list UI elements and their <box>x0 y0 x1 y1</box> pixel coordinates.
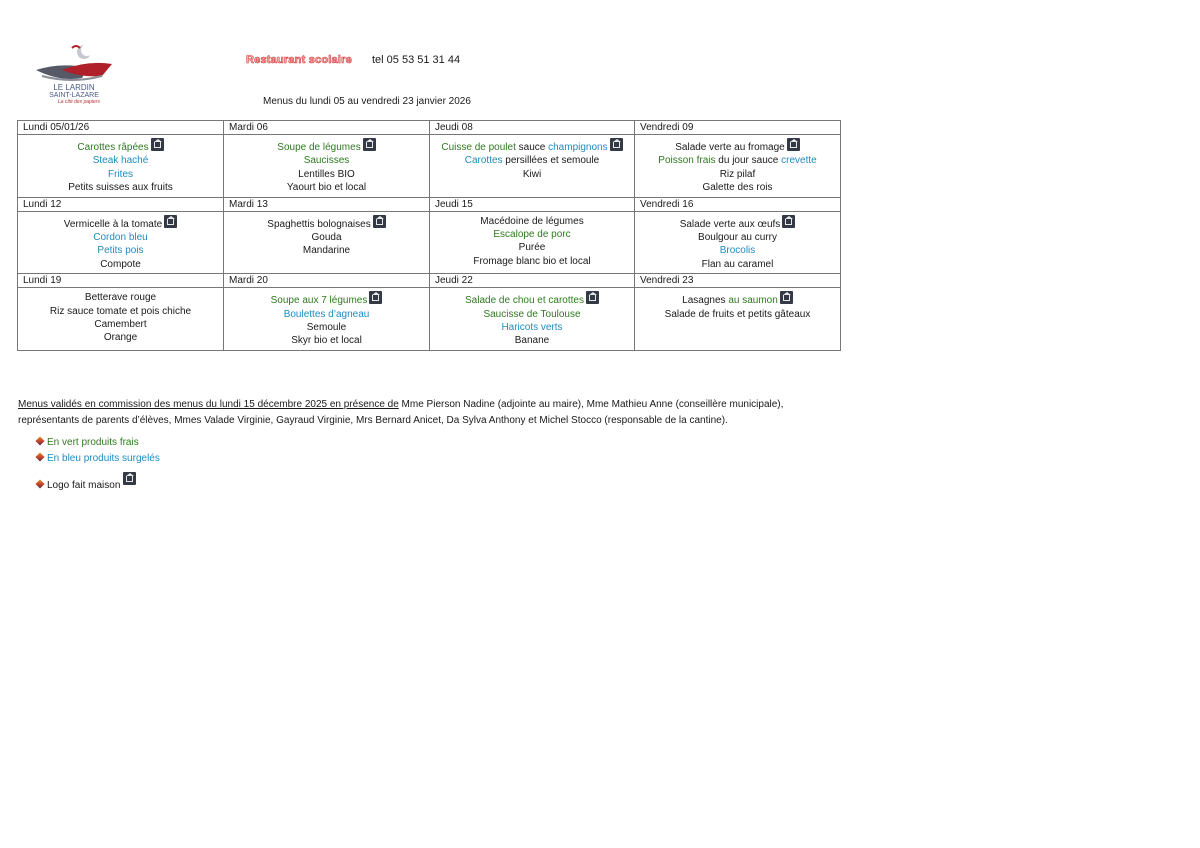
menu-item-text: Lasagnes <box>682 295 729 307</box>
menu-item-text: persillées et semoule <box>502 155 600 167</box>
menu-item <box>432 168 632 181</box>
menu-item-text: crevette <box>781 155 817 167</box>
day-label: Jeudi 22 <box>430 274 635 288</box>
menu-item <box>432 255 632 268</box>
menu-item-text: Mandarine <box>302 245 351 257</box>
week-header-row <box>18 197 841 211</box>
menu-item <box>226 154 427 167</box>
menu-item <box>226 215 427 231</box>
day-menu-cell <box>430 288 635 351</box>
day-menu-cell <box>18 288 224 351</box>
week-header-row <box>18 274 841 288</box>
day-menu-cell <box>635 288 841 351</box>
menu-item <box>20 168 221 181</box>
menu-item <box>637 291 838 307</box>
day-label: Jeudi 15 <box>430 197 635 211</box>
menu-item <box>432 215 632 228</box>
menu-item-text: sauce <box>515 142 549 153</box>
legend-fresh-label: En vert produits frais <box>47 437 139 448</box>
menu-item-text: Salade de chou et carottes <box>465 295 584 307</box>
menu-item-text: Skyr bio et local <box>291 335 362 347</box>
homemade-icon <box>164 215 177 228</box>
day-label: Lundi 19 <box>18 274 224 288</box>
day-menu-cell <box>224 288 430 351</box>
menu-item <box>20 154 221 167</box>
menu-item-text: Saucisse de Toulouse <box>483 308 581 320</box>
day-menu-cell <box>224 211 430 274</box>
menu-item <box>637 181 838 194</box>
menu-item <box>20 318 221 331</box>
menu-period: Menus du lundi 05 au vendredi 23 janvier 2026 <box>263 96 471 107</box>
menu-item-text: Fromage blanc bio et local <box>473 255 591 267</box>
day-label: Mardi 13 <box>224 197 430 211</box>
day-menu-cell <box>635 135 841 198</box>
menu-item-text: Carottes <box>464 155 503 167</box>
menu-item <box>637 258 838 271</box>
day-label: Mardi 20 <box>224 274 430 288</box>
menu-item <box>20 231 221 244</box>
menu-item <box>637 138 838 154</box>
bullet-icon <box>35 479 44 488</box>
bullet-icon <box>35 452 44 461</box>
menu-item-text: Gouda <box>311 232 342 244</box>
homemade-icon <box>610 138 623 151</box>
validation-note <box>18 397 818 429</box>
week-menu-row <box>18 288 841 351</box>
menu-item-text: Galette des rois <box>702 182 773 194</box>
menu-item <box>432 334 632 347</box>
day-label: Mardi 06 <box>224 121 430 135</box>
menu-item <box>432 241 632 254</box>
menu-item-text: Frites <box>108 168 133 180</box>
menu-item-text: Salade de fruits et petits gâteaux <box>664 308 811 320</box>
menu-item <box>226 308 427 321</box>
menu-item-text: Flan au caramel <box>701 258 774 270</box>
menu-item <box>226 181 427 194</box>
legend-frozen-label: En bleu produits surgelés <box>47 453 160 464</box>
menu-item <box>226 168 427 181</box>
menu-item-text: Soupe aux 7 légumes <box>270 295 368 307</box>
menu-item-text: Orange <box>103 332 138 344</box>
menu-item <box>226 321 427 334</box>
menu-item <box>432 321 632 334</box>
week-header-row <box>18 121 841 135</box>
homemade-icon <box>782 215 795 228</box>
homemade-icon <box>151 138 164 151</box>
menu-item-text: Camembert <box>94 319 147 331</box>
menu-item-text: Salade verte aux œufs <box>679 218 781 230</box>
logo-line1: LE LARDIN <box>53 83 95 92</box>
day-label: Lundi 05/01/26 <box>18 121 224 135</box>
legend-fresh <box>36 437 139 448</box>
menu-item-text: Petits suisses aux fruits <box>68 182 173 194</box>
menu-item <box>637 154 838 167</box>
menu-item-text: Brocolis <box>719 245 756 257</box>
menu-item <box>637 244 838 257</box>
menu-item <box>637 231 838 244</box>
menu-item-text: Saucisses <box>303 155 350 167</box>
menu-item-text: Yaourt bio et local <box>286 182 367 194</box>
menu-item <box>20 244 221 257</box>
menu-item-text: Soupe de légumes <box>277 142 361 153</box>
day-label: Jeudi 08 <box>430 121 635 135</box>
menu-item-text: Betterave rouge <box>84 292 157 304</box>
menu-item <box>432 291 632 307</box>
menu-item-text: Lentilles BIO <box>298 168 355 180</box>
menu-item-text: Salade verte au fromage <box>675 142 785 153</box>
menu-item <box>637 308 838 321</box>
day-label: Lundi 12 <box>18 197 224 211</box>
homemade-icon <box>123 472 136 485</box>
menu-item-text: Spaghettis bolognaises <box>267 218 371 230</box>
menu-item <box>637 215 838 231</box>
day-label: Vendredi 09 <box>635 121 841 135</box>
day-label: Vendredi 23 <box>635 274 841 288</box>
menu-item-text: Vermicelle à la tomate <box>63 218 163 230</box>
menu-item-text: Boulettes d’agneau <box>283 308 370 320</box>
day-menu-cell <box>18 211 224 274</box>
menu-item-text: Compote <box>100 258 141 270</box>
menu-item-text: champignons <box>548 142 608 153</box>
menu-item <box>20 138 221 154</box>
menu-item <box>637 168 838 181</box>
homemade-icon <box>363 138 376 151</box>
menu-item-text: Haricots verts <box>501 322 563 334</box>
menu-item-text: du jour sauce <box>715 155 782 167</box>
validation-note-underlined: Menus validés en commission des menus du lundi 15 décembre 2025 en présence de <box>18 399 399 410</box>
menu-item-text: Cuisse de poulet <box>441 142 516 153</box>
day-label: Vendredi 16 <box>635 197 841 211</box>
menu-item <box>20 215 221 231</box>
menu-item <box>432 308 632 321</box>
logo-line2: SAINT-LAZARE <box>49 92 99 99</box>
validation-note-text: Mme Pierson Nadine (adjointe au maire), Mme Mathieu Anne (conseillère municipale), représentants de parents d’élèves, Mmes Valade Virginie, Gayraud Virginie, Mrs Bernard Anicet, Da Sylva Anthony et Michel Stocco (responsable de la cantine). <box>18 399 784 426</box>
homemade-icon <box>780 291 793 304</box>
menu-item <box>20 181 221 194</box>
menu-item <box>432 154 632 167</box>
menu-item-text: au saumon <box>728 295 778 307</box>
page-title: Restaurant scolaire <box>246 54 352 66</box>
menu-item-text: Riz sauce tomate et pois chiche <box>49 305 192 317</box>
legend-frozen <box>36 453 160 464</box>
menu-item <box>226 334 427 347</box>
menu-table <box>17 120 841 351</box>
week-menu-row <box>18 211 841 274</box>
menu-item-text: Carottes râpées <box>77 142 149 153</box>
menu-item-text: Boulgour au curry <box>698 232 777 244</box>
day-menu-cell <box>430 135 635 198</box>
day-menu-cell <box>635 211 841 274</box>
homemade-icon <box>369 291 382 304</box>
homemade-icon <box>373 215 386 228</box>
day-menu-cell <box>18 135 224 198</box>
homemade-icon <box>787 138 800 151</box>
phone-number: tel 05 53 51 31 44 <box>372 54 461 66</box>
menu-item-text: Banane <box>514 335 550 347</box>
menu-item <box>226 244 427 257</box>
legend-homemade-label: Logo fait maison <box>47 480 121 491</box>
menu-item-text: Steak haché <box>92 155 149 167</box>
menu-item-text: Kiwi <box>522 168 542 180</box>
menu-item-text: Cordon bleu <box>93 232 148 244</box>
week-menu-row <box>18 135 841 198</box>
menu-item <box>432 228 632 241</box>
day-menu-cell <box>430 211 635 274</box>
logo-tagline: La cité des papiers <box>58 99 100 105</box>
menu-item-text: Purée <box>518 242 546 254</box>
menu-item-text: Petits pois <box>97 245 144 257</box>
homemade-icon <box>586 291 599 304</box>
menu-item-text: Semoule <box>306 322 347 334</box>
menu-item-text: Escalope de porc <box>493 229 571 241</box>
menu-item <box>20 305 221 318</box>
menu-item-text: Riz pilaf <box>719 168 756 180</box>
menu-item-text: Macédoine de légumes <box>480 215 584 227</box>
menu-item <box>432 138 632 154</box>
menu-item <box>226 291 427 307</box>
day-menu-cell <box>224 135 430 198</box>
menu-item <box>20 331 221 344</box>
bullet-icon <box>35 436 44 445</box>
legend-homemade <box>36 472 136 491</box>
menu-item <box>226 231 427 244</box>
menu-item <box>226 138 427 154</box>
menu-item-text: Poisson frais <box>658 155 716 167</box>
menu-item <box>20 291 221 304</box>
menu-item <box>20 258 221 271</box>
